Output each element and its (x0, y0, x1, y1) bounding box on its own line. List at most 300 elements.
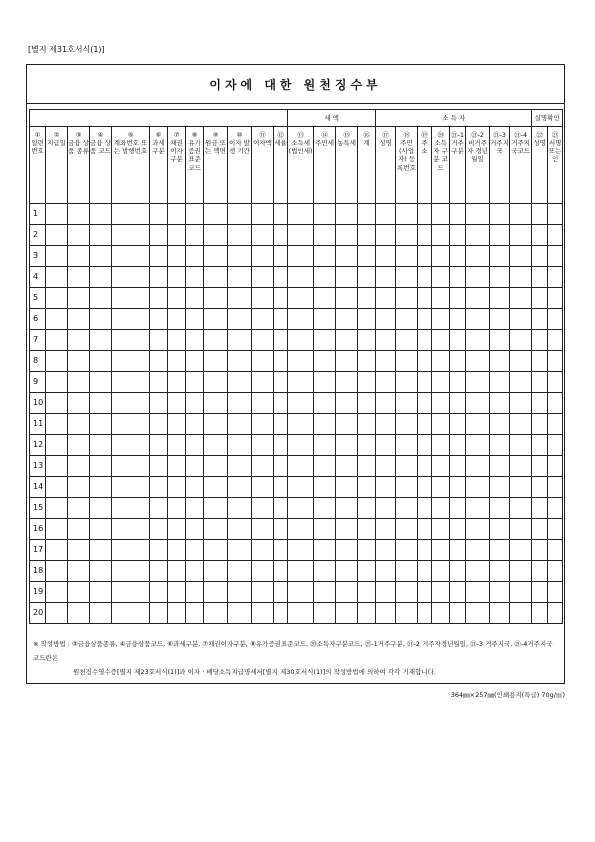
table-cell[interactable] (112, 309, 150, 330)
table-cell[interactable] (150, 561, 168, 582)
table-cell[interactable] (204, 288, 228, 309)
table-cell[interactable] (186, 372, 204, 393)
table-cell[interactable] (252, 372, 274, 393)
table-cell[interactable] (252, 225, 274, 246)
table-cell[interactable] (490, 246, 510, 267)
table-cell[interactable] (68, 498, 90, 519)
table-cell[interactable] (532, 330, 548, 351)
table-cell[interactable] (450, 603, 466, 624)
table-cell[interactable] (112, 351, 150, 372)
table-cell[interactable] (90, 603, 112, 624)
table-cell[interactable] (288, 435, 314, 456)
table-cell[interactable] (358, 435, 376, 456)
table-cell[interactable] (490, 267, 510, 288)
table-cell[interactable] (432, 414, 450, 435)
table-cell[interactable] (112, 225, 150, 246)
table-cell[interactable] (466, 477, 490, 498)
table-cell[interactable] (490, 225, 510, 246)
table-cell[interactable] (548, 582, 563, 603)
table-cell[interactable] (150, 582, 168, 603)
table-cell[interactable] (466, 267, 490, 288)
table-cell[interactable] (46, 393, 68, 414)
table-cell[interactable] (288, 582, 314, 603)
table-cell[interactable] (168, 414, 186, 435)
table-cell[interactable] (548, 330, 563, 351)
table-cell[interactable] (274, 519, 288, 540)
table-cell[interactable] (432, 435, 450, 456)
table-cell[interactable] (252, 204, 274, 225)
table-cell[interactable] (274, 225, 288, 246)
table-cell[interactable] (228, 603, 252, 624)
table-cell[interactable] (288, 540, 314, 561)
table-cell[interactable] (490, 204, 510, 225)
table-cell[interactable] (68, 204, 90, 225)
table-cell[interactable] (336, 477, 358, 498)
table-cell[interactable] (490, 456, 510, 477)
table-cell[interactable] (112, 540, 150, 561)
table-cell[interactable] (314, 351, 336, 372)
table-cell[interactable] (510, 456, 532, 477)
table-cell[interactable] (532, 246, 548, 267)
table-cell[interactable] (150, 477, 168, 498)
table-cell[interactable] (288, 477, 314, 498)
table-cell[interactable] (68, 582, 90, 603)
table-cell[interactable] (418, 582, 432, 603)
table-cell[interactable] (396, 225, 418, 246)
table-cell[interactable] (432, 477, 450, 498)
table-cell[interactable] (358, 561, 376, 582)
table-cell[interactable] (376, 204, 396, 225)
table-cell[interactable] (228, 204, 252, 225)
table-cell[interactable] (46, 456, 68, 477)
table-cell[interactable] (204, 267, 228, 288)
table-cell[interactable] (336, 393, 358, 414)
table-cell[interactable] (46, 204, 68, 225)
table-cell[interactable] (358, 330, 376, 351)
table-cell[interactable] (432, 540, 450, 561)
table-cell[interactable] (510, 540, 532, 561)
table-cell[interactable] (274, 309, 288, 330)
table-cell[interactable] (90, 498, 112, 519)
table-cell[interactable] (68, 393, 90, 414)
table-cell[interactable] (450, 393, 466, 414)
table-cell[interactable] (432, 393, 450, 414)
table-cell[interactable] (336, 309, 358, 330)
table-cell[interactable] (432, 309, 450, 330)
table-cell[interactable] (358, 246, 376, 267)
table-cell[interactable] (288, 267, 314, 288)
table-cell[interactable] (150, 330, 168, 351)
table-cell[interactable] (418, 372, 432, 393)
table-cell[interactable] (314, 288, 336, 309)
table-cell[interactable] (228, 309, 252, 330)
table-cell[interactable] (252, 456, 274, 477)
table-cell[interactable] (112, 603, 150, 624)
table-cell[interactable] (68, 561, 90, 582)
table-cell[interactable] (432, 351, 450, 372)
table-cell[interactable] (186, 393, 204, 414)
table-cell[interactable] (548, 456, 563, 477)
table-cell[interactable] (396, 582, 418, 603)
table-cell[interactable] (532, 267, 548, 288)
table-cell[interactable] (168, 582, 186, 603)
table-cell[interactable] (168, 561, 186, 582)
table-cell[interactable] (532, 456, 548, 477)
table-cell[interactable] (274, 267, 288, 288)
table-cell[interactable] (336, 498, 358, 519)
table-cell[interactable] (466, 309, 490, 330)
table-cell[interactable] (418, 309, 432, 330)
table-cell[interactable] (168, 225, 186, 246)
table-cell[interactable] (46, 225, 68, 246)
table-cell[interactable] (168, 351, 186, 372)
table-cell[interactable] (396, 309, 418, 330)
table-cell[interactable] (336, 204, 358, 225)
table-cell[interactable] (336, 267, 358, 288)
table-cell[interactable] (532, 414, 548, 435)
table-cell[interactable] (112, 477, 150, 498)
table-cell[interactable] (314, 582, 336, 603)
table-cell[interactable] (490, 414, 510, 435)
table-cell[interactable] (112, 435, 150, 456)
table-cell[interactable] (432, 246, 450, 267)
table-cell[interactable] (204, 393, 228, 414)
table-cell[interactable] (228, 288, 252, 309)
table-cell[interactable] (418, 351, 432, 372)
table-cell[interactable] (450, 225, 466, 246)
table-cell[interactable] (490, 309, 510, 330)
table-cell[interactable] (450, 540, 466, 561)
table-cell[interactable] (490, 393, 510, 414)
table-cell[interactable] (376, 477, 396, 498)
table-cell[interactable] (432, 498, 450, 519)
table-cell[interactable] (532, 393, 548, 414)
table-cell[interactable] (46, 498, 68, 519)
table-cell[interactable] (168, 498, 186, 519)
table-cell[interactable] (274, 540, 288, 561)
table-cell[interactable] (288, 414, 314, 435)
table-cell[interactable] (150, 288, 168, 309)
table-cell[interactable] (432, 561, 450, 582)
table-cell[interactable] (186, 435, 204, 456)
table-cell[interactable] (46, 519, 68, 540)
table-cell[interactable] (532, 435, 548, 456)
table-cell[interactable] (432, 267, 450, 288)
table-cell[interactable] (68, 330, 90, 351)
table-cell[interactable] (466, 372, 490, 393)
table-cell[interactable] (112, 372, 150, 393)
table-cell[interactable] (358, 519, 376, 540)
table-cell[interactable] (274, 603, 288, 624)
table-cell[interactable] (418, 519, 432, 540)
table-cell[interactable] (418, 267, 432, 288)
table-cell[interactable] (396, 603, 418, 624)
table-cell[interactable] (274, 414, 288, 435)
table-cell[interactable] (376, 456, 396, 477)
table-cell[interactable] (150, 267, 168, 288)
table-cell[interactable] (358, 456, 376, 477)
table-cell[interactable] (288, 498, 314, 519)
table-cell[interactable] (466, 288, 490, 309)
table-cell[interactable] (252, 351, 274, 372)
table-cell[interactable] (532, 519, 548, 540)
table-cell[interactable] (532, 498, 548, 519)
table-cell[interactable] (490, 498, 510, 519)
table-cell[interactable] (252, 288, 274, 309)
table-cell[interactable] (450, 288, 466, 309)
table-cell[interactable] (466, 351, 490, 372)
table-cell[interactable] (450, 582, 466, 603)
table-cell[interactable] (112, 561, 150, 582)
table-cell[interactable] (548, 498, 563, 519)
table-cell[interactable] (150, 351, 168, 372)
table-cell[interactable] (274, 204, 288, 225)
table-cell[interactable] (68, 267, 90, 288)
table-cell[interactable] (432, 225, 450, 246)
table-cell[interactable] (314, 372, 336, 393)
table-cell[interactable] (466, 519, 490, 540)
table-cell[interactable] (186, 561, 204, 582)
table-cell[interactable] (418, 540, 432, 561)
table-cell[interactable] (314, 456, 336, 477)
table-cell[interactable] (112, 267, 150, 288)
table-cell[interactable] (204, 456, 228, 477)
table-cell[interactable] (432, 288, 450, 309)
table-cell[interactable] (450, 351, 466, 372)
table-cell[interactable] (150, 519, 168, 540)
table-cell[interactable] (150, 414, 168, 435)
table-cell[interactable] (90, 540, 112, 561)
table-cell[interactable] (376, 372, 396, 393)
table-cell[interactable] (510, 561, 532, 582)
table-cell[interactable] (150, 603, 168, 624)
table-cell[interactable] (112, 498, 150, 519)
table-cell[interactable] (418, 477, 432, 498)
table-cell[interactable] (510, 477, 532, 498)
table-cell[interactable] (396, 393, 418, 414)
table-cell[interactable] (336, 603, 358, 624)
table-cell[interactable] (186, 540, 204, 561)
table-cell[interactable] (314, 267, 336, 288)
table-cell[interactable] (396, 561, 418, 582)
table-cell[interactable] (228, 477, 252, 498)
table-cell[interactable] (532, 225, 548, 246)
table-cell[interactable] (288, 561, 314, 582)
table-cell[interactable] (228, 498, 252, 519)
table-cell[interactable] (510, 204, 532, 225)
table-cell[interactable] (548, 393, 563, 414)
table-cell[interactable] (90, 288, 112, 309)
table-cell[interactable] (314, 519, 336, 540)
table-cell[interactable] (450, 372, 466, 393)
table-cell[interactable] (548, 225, 563, 246)
table-cell[interactable] (288, 351, 314, 372)
table-cell[interactable] (548, 603, 563, 624)
table-cell[interactable] (450, 519, 466, 540)
table-cell[interactable] (204, 309, 228, 330)
table-cell[interactable] (418, 288, 432, 309)
table-cell[interactable] (358, 582, 376, 603)
table-cell[interactable] (90, 267, 112, 288)
table-cell[interactable] (274, 246, 288, 267)
table-cell[interactable] (252, 309, 274, 330)
table-cell[interactable] (396, 456, 418, 477)
table-cell[interactable] (68, 246, 90, 267)
table-cell[interactable] (510, 372, 532, 393)
table-cell[interactable] (466, 414, 490, 435)
table-cell[interactable] (274, 498, 288, 519)
table-cell[interactable] (510, 330, 532, 351)
table-cell[interactable] (68, 540, 90, 561)
table-cell[interactable] (376, 603, 396, 624)
table-cell[interactable] (168, 519, 186, 540)
table-cell[interactable] (418, 498, 432, 519)
table-cell[interactable] (46, 603, 68, 624)
table-cell[interactable] (418, 456, 432, 477)
table-cell[interactable] (90, 246, 112, 267)
table-cell[interactable] (548, 435, 563, 456)
table-cell[interactable] (336, 330, 358, 351)
table-cell[interactable] (548, 309, 563, 330)
table-cell[interactable] (186, 330, 204, 351)
table-cell[interactable] (490, 435, 510, 456)
table-cell[interactable] (358, 267, 376, 288)
table-cell[interactable] (186, 603, 204, 624)
table-cell[interactable] (548, 477, 563, 498)
table-cell[interactable] (288, 204, 314, 225)
table-cell[interactable] (168, 309, 186, 330)
table-cell[interactable] (376, 225, 396, 246)
table-cell[interactable] (204, 246, 228, 267)
table-cell[interactable] (186, 456, 204, 477)
table-cell[interactable] (532, 372, 548, 393)
table-cell[interactable] (274, 435, 288, 456)
table-cell[interactable] (376, 330, 396, 351)
table-cell[interactable] (68, 225, 90, 246)
table-cell[interactable] (466, 456, 490, 477)
table-cell[interactable] (336, 372, 358, 393)
table-cell[interactable] (228, 435, 252, 456)
table-cell[interactable] (432, 204, 450, 225)
table-cell[interactable] (314, 477, 336, 498)
table-cell[interactable] (274, 330, 288, 351)
table-cell[interactable] (358, 498, 376, 519)
table-cell[interactable] (112, 330, 150, 351)
table-cell[interactable] (532, 561, 548, 582)
table-cell[interactable] (252, 246, 274, 267)
table-cell[interactable] (532, 603, 548, 624)
table-cell[interactable] (490, 288, 510, 309)
table-cell[interactable] (288, 372, 314, 393)
table-cell[interactable] (228, 561, 252, 582)
table-cell[interactable] (204, 603, 228, 624)
table-cell[interactable] (548, 288, 563, 309)
table-cell[interactable] (150, 246, 168, 267)
table-cell[interactable] (112, 456, 150, 477)
table-cell[interactable] (274, 288, 288, 309)
table-cell[interactable] (418, 225, 432, 246)
table-cell[interactable] (46, 309, 68, 330)
table-cell[interactable] (432, 519, 450, 540)
table-cell[interactable] (150, 393, 168, 414)
table-cell[interactable] (204, 540, 228, 561)
table-cell[interactable] (418, 603, 432, 624)
table-cell[interactable] (466, 246, 490, 267)
table-cell[interactable] (112, 519, 150, 540)
table-cell[interactable] (168, 267, 186, 288)
table-cell[interactable] (314, 225, 336, 246)
table-cell[interactable] (314, 498, 336, 519)
table-cell[interactable] (186, 414, 204, 435)
table-cell[interactable] (150, 309, 168, 330)
table-cell[interactable] (150, 372, 168, 393)
table-cell[interactable] (490, 372, 510, 393)
table-cell[interactable] (90, 414, 112, 435)
table-cell[interactable] (288, 456, 314, 477)
table-cell[interactable] (288, 246, 314, 267)
table-cell[interactable] (274, 456, 288, 477)
table-cell[interactable] (466, 204, 490, 225)
table-cell[interactable] (274, 372, 288, 393)
table-cell[interactable] (450, 498, 466, 519)
table-cell[interactable] (186, 582, 204, 603)
table-cell[interactable] (532, 288, 548, 309)
table-cell[interactable] (204, 414, 228, 435)
table-cell[interactable] (396, 435, 418, 456)
table-cell[interactable] (252, 603, 274, 624)
table-cell[interactable] (396, 540, 418, 561)
table-cell[interactable] (314, 603, 336, 624)
table-cell[interactable] (466, 393, 490, 414)
table-cell[interactable] (274, 351, 288, 372)
table-cell[interactable] (150, 456, 168, 477)
table-cell[interactable] (490, 540, 510, 561)
table-cell[interactable] (46, 246, 68, 267)
table-cell[interactable] (450, 561, 466, 582)
table-cell[interactable] (336, 288, 358, 309)
table-cell[interactable] (204, 498, 228, 519)
table-cell[interactable] (396, 288, 418, 309)
table-cell[interactable] (376, 288, 396, 309)
table-cell[interactable] (510, 498, 532, 519)
table-cell[interactable] (336, 351, 358, 372)
table-cell[interactable] (274, 393, 288, 414)
table-cell[interactable] (204, 330, 228, 351)
table-cell[interactable] (358, 414, 376, 435)
table-cell[interactable] (358, 204, 376, 225)
table-cell[interactable] (288, 225, 314, 246)
table-cell[interactable] (510, 288, 532, 309)
table-cell[interactable] (396, 351, 418, 372)
table-cell[interactable] (490, 477, 510, 498)
table-cell[interactable] (204, 582, 228, 603)
table-cell[interactable] (336, 435, 358, 456)
table-cell[interactable] (432, 582, 450, 603)
table-cell[interactable] (204, 477, 228, 498)
table-cell[interactable] (510, 246, 532, 267)
table-cell[interactable] (548, 561, 563, 582)
table-cell[interactable] (314, 540, 336, 561)
table-cell[interactable] (252, 267, 274, 288)
table-cell[interactable] (418, 393, 432, 414)
table-cell[interactable] (450, 414, 466, 435)
table-cell[interactable] (204, 435, 228, 456)
table-cell[interactable] (510, 435, 532, 456)
table-cell[interactable] (252, 582, 274, 603)
table-cell[interactable] (336, 456, 358, 477)
table-cell[interactable] (450, 309, 466, 330)
table-cell[interactable] (46, 561, 68, 582)
